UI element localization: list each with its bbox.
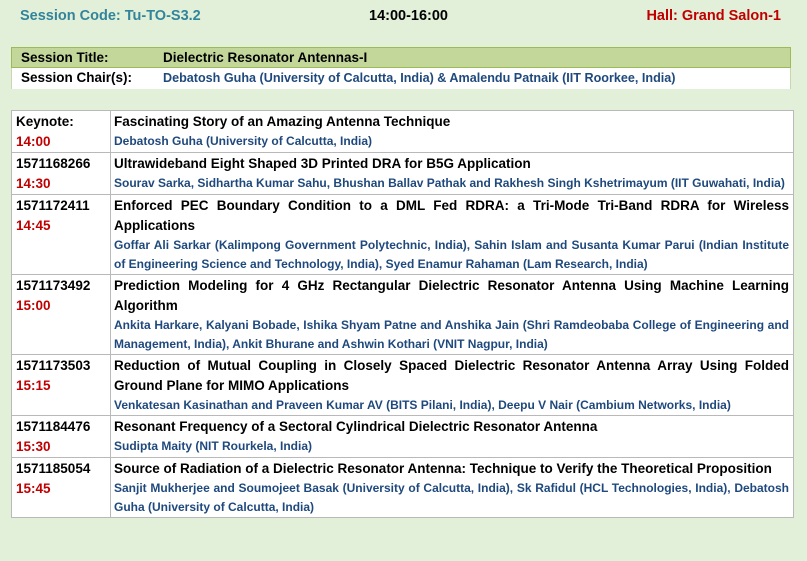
session-code: Session Code: Tu-TO-S3.2 xyxy=(20,8,201,24)
session-title-row xyxy=(11,47,791,68)
session-title-label: Session Title: xyxy=(21,50,109,65)
talk-title: Resonant Frequency of a Sectoral Cylindrical Dielectric Resonator Antenna xyxy=(114,419,598,434)
talk-authors: Venkatesan Kasinathan and Praveen Kumar AV (BITS Pilani, India), Deepu V Nair (Cambium Networks, India) xyxy=(114,398,731,412)
talk-time: 15:30 xyxy=(16,439,51,454)
paper-id: 1571184476 xyxy=(16,419,91,434)
talk-authors: Sudipta Maity (NIT Rourkela, India) xyxy=(114,439,313,453)
session-time: 14:00-16:00 xyxy=(369,8,448,24)
talk-row xyxy=(12,355,794,416)
talk-time: 14:00 xyxy=(16,134,51,149)
session-header xyxy=(0,8,807,30)
talk-title: Reduction of Mutual Coupling in Closely Spaced Dielectric Resonator Antenna Array Using Folded Ground Plane for MIMO Applications xyxy=(114,358,789,393)
talk-authors: Debatosh Guha (University of Calcutta, India) xyxy=(114,134,373,148)
paper-id: 1571173492 xyxy=(16,278,91,293)
talk-authors: Goffar Ali Sarkar (Kalimpong Government Polytechnic, India), Sahin Islam and Susanta Kumar Parui (Indian Institute of Engineering Science and Technology, India), Syed Enamur Rahaman (Lam Research, India) xyxy=(114,238,789,271)
talk-id-cell xyxy=(12,355,111,416)
paper-id: 1571172411 xyxy=(16,198,90,213)
paper-id: 1571173503 xyxy=(16,358,91,373)
talk-content-cell xyxy=(111,195,794,275)
paper-id: 1571168266 xyxy=(16,156,91,171)
talk-content-cell xyxy=(111,111,794,153)
talk-row xyxy=(12,458,794,518)
talk-title: Prediction Modeling for 4 GHz Rectangular Dielectric Resonator Antenna Using Machine Learning Algorithm xyxy=(114,278,789,313)
session-title-value: Dielectric Resonator Antennas-I xyxy=(163,50,368,65)
talk-content-cell xyxy=(111,153,794,195)
talk-id-cell xyxy=(12,111,111,153)
talk-id-cell xyxy=(12,195,111,275)
talk-row xyxy=(12,275,794,355)
talk-time: 14:30 xyxy=(16,176,51,191)
talk-row xyxy=(12,111,794,153)
talk-time: 14:45 xyxy=(16,218,51,233)
session-chair-label: Session Chair(s): xyxy=(21,70,133,85)
session-chair-row xyxy=(11,68,791,89)
talk-authors: Sourav Sarka, Sidhartha Kumar Sahu, Bhushan Ballav Pathak and Rakhesh Singh Kshetrimayum (IIT Guwahati, India) xyxy=(114,176,785,190)
talk-row xyxy=(12,416,794,458)
talks-table xyxy=(11,110,794,518)
talk-id-cell xyxy=(12,275,111,355)
talk-title: Fascinating Story of an Amazing Antenna Technique xyxy=(114,114,451,129)
talk-authors: Sanjit Mukherjee and Soumojeet Basak (University of Calcutta, India), Sk Rafidul (HCL Technologies, India), Debatosh Guha (University of Calcutta, India) xyxy=(114,481,789,514)
talk-time: 15:00 xyxy=(16,298,51,313)
session-hall: Hall: Grand Salon-1 xyxy=(646,8,781,24)
talk-title: Ultrawideband Eight Shaped 3D Printed DRA for B5G Application xyxy=(114,156,531,171)
talk-content-cell xyxy=(111,355,794,416)
talk-row xyxy=(12,153,794,195)
talk-authors: Ankita Harkare, Kalyani Bobade, Ishika Shyam Patne and Anshika Jain (Shri Ramdeobaba College of Engineering and Management, India), Ankit Bhurane and Ashwin Kothari (VNIT Nagpur, India) xyxy=(114,318,789,351)
talk-id-cell xyxy=(12,153,111,195)
talk-row xyxy=(12,195,794,275)
session-chair-value: Debatosh Guha (University of Calcutta, India) & Amalendu Patnaik (IIT Roorkee, India) xyxy=(163,71,676,85)
paper-id: Keynote: xyxy=(16,114,74,129)
talk-content-cell xyxy=(111,416,794,458)
talk-content-cell xyxy=(111,275,794,355)
talk-content-cell xyxy=(111,458,794,518)
talk-time: 15:15 xyxy=(16,378,51,393)
talk-id-cell xyxy=(12,416,111,458)
talk-time: 15:45 xyxy=(16,481,51,496)
talk-title: Source of Radiation of a Dielectric Resonator Antenna: Technique to Verify the Theoretical Proposition xyxy=(114,461,772,476)
talk-title: Enforced PEC Boundary Condition to a DML Fed RDRA: a Tri-Mode Tri-Band RDRA for Wireless Applications xyxy=(114,198,789,233)
talk-id-cell xyxy=(12,458,111,518)
paper-id: 1571185054 xyxy=(16,461,91,476)
session-info xyxy=(11,47,791,90)
